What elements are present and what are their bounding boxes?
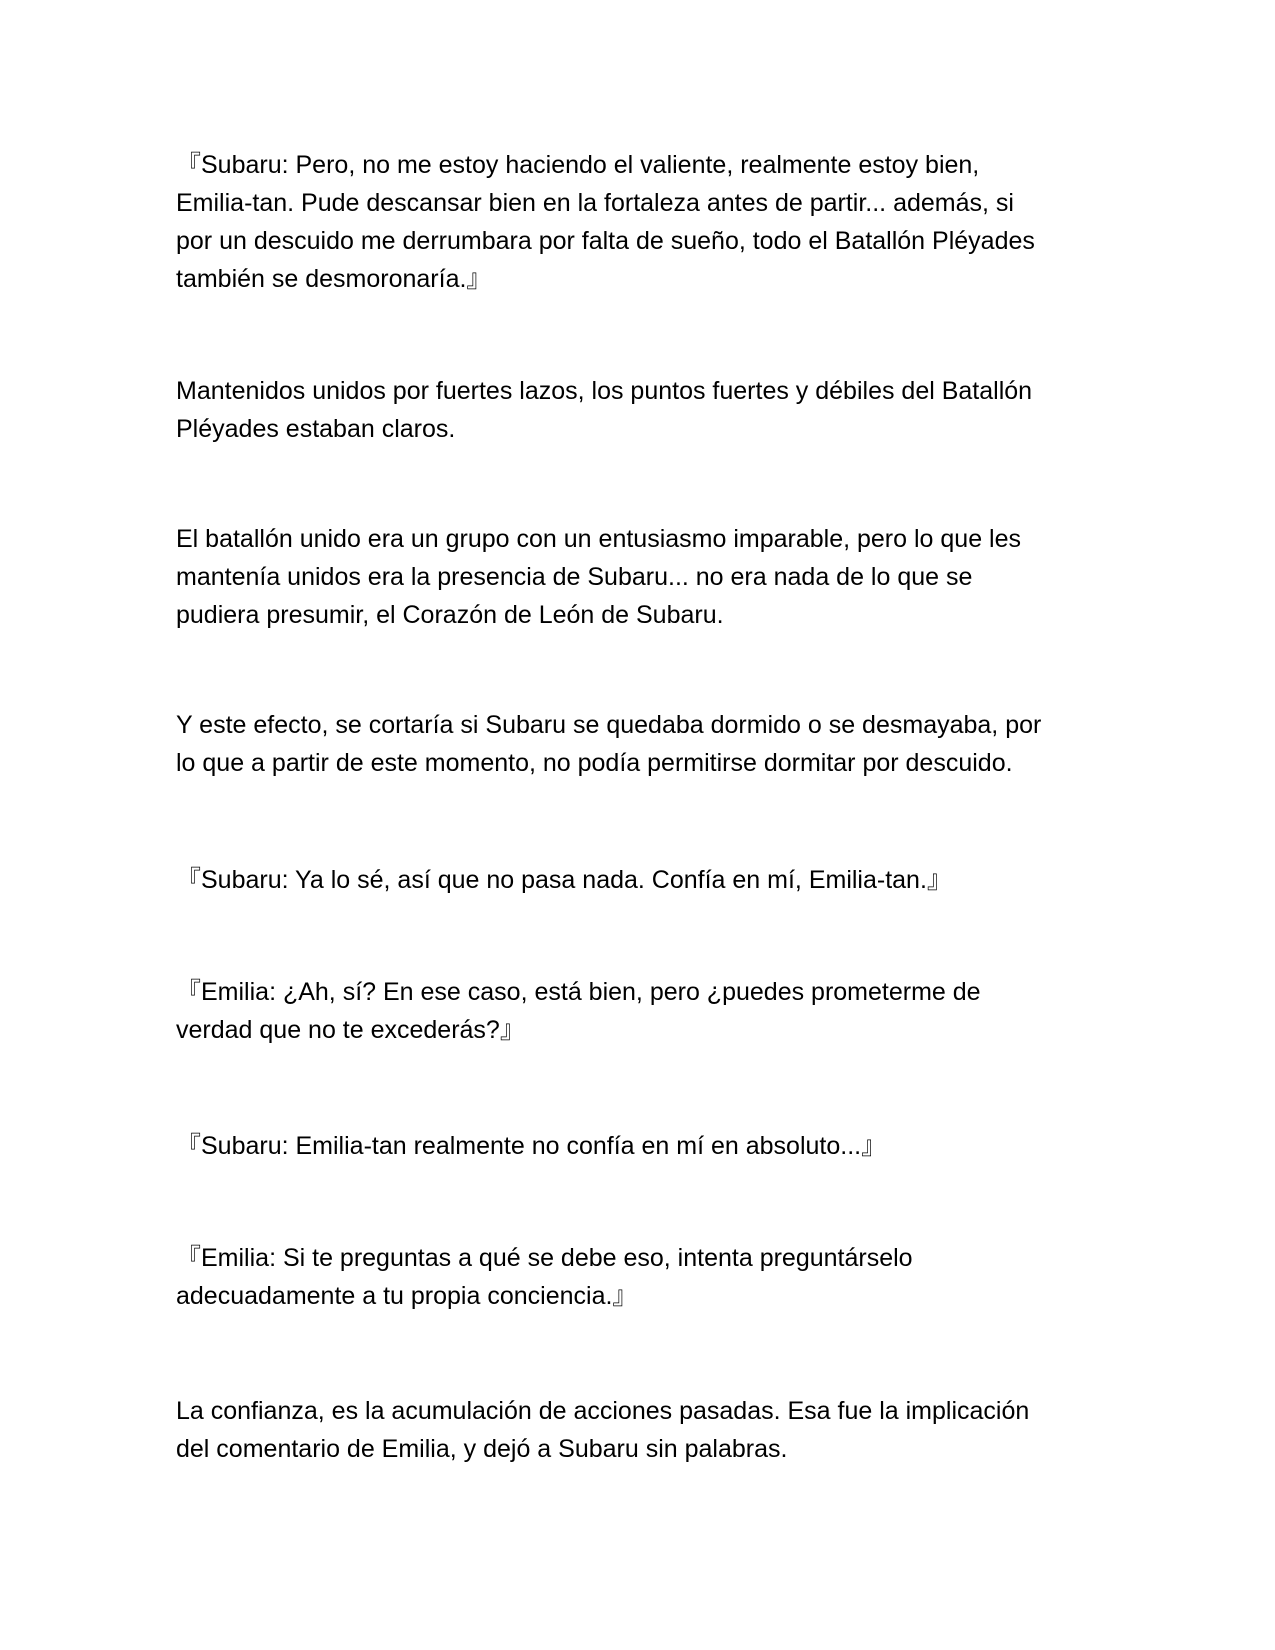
text-line: 『Subaru: Pero, no me estoy haciendo el valiente, realmente estoy bien, — [176, 151, 980, 179]
paragraph-narration-1 — [176, 372, 1116, 448]
text-line: también se desmoronaría.』 — [176, 265, 492, 293]
text-line: 『Emilia: Si te preguntas a qué se debe eso, intenta preguntárselo — [176, 1244, 913, 1272]
text-line: verdad que no te excederás?』 — [176, 1016, 525, 1044]
text-line: 『Subaru: Ya lo sé, así que no pasa nada. Confía en mí, Emilia-tan.』 — [176, 866, 952, 894]
paragraph-dialogue-subaru-3 — [176, 1127, 1116, 1165]
paragraph-narration-4 — [176, 1392, 1116, 1468]
text-line: Mantenidos unidos por fuertes lazos, los puntos fuertes y débiles del Batallón — [176, 377, 1033, 405]
text-line: mantenía unidos era la presencia de Subaru... no era nada de lo que se — [176, 563, 973, 591]
text-line: Y este efecto, se cortaría si Subaru se quedaba dormido o se desmayaba, por — [176, 711, 1042, 739]
text-line: por un descuido me derrumbara por falta de sueño, todo el Batallón Pléyades — [176, 227, 1035, 255]
text-line: pudiera presumir, el Corazón de León de Subaru. — [176, 601, 724, 629]
text-line: del comentario de Emilia, y dejó a Subaru sin palabras. — [176, 1435, 788, 1463]
paragraph-dialogue-subaru-2 — [176, 861, 1116, 899]
text-line: La confianza, es la acumulación de acciones pasadas. Esa fue la implicación — [176, 1397, 1030, 1425]
paragraph-narration-3 — [176, 706, 1116, 782]
paragraph-dialogue-emilia-1 — [176, 973, 1116, 1049]
text-line: Emilia-tan. Pude descansar bien en la fortaleza antes de partir... además, si — [176, 189, 1014, 217]
text-line: 『Emilia: ¿Ah, sí? En ese caso, está bien, pero ¿puedes prometerme de — [176, 978, 981, 1006]
text-line: 『Subaru: Emilia-tan realmente no confía en mí en absoluto...』 — [176, 1132, 887, 1160]
text-line: adecuadamente a tu propia conciencia.』 — [176, 1282, 638, 1310]
paragraph-narration-2 — [176, 520, 1116, 634]
text-line: Pléyades estaban claros. — [176, 415, 456, 443]
text-line: lo que a partir de este momento, no podía permitirse dormitar por descuido. — [176, 749, 1013, 777]
text-line: El batallón unido era un grupo con un entusiasmo imparable, pero lo que les — [176, 525, 1021, 553]
paragraph-dialogue-emilia-2 — [176, 1239, 1116, 1315]
paragraph-dialogue-subaru-1 — [176, 146, 1116, 298]
